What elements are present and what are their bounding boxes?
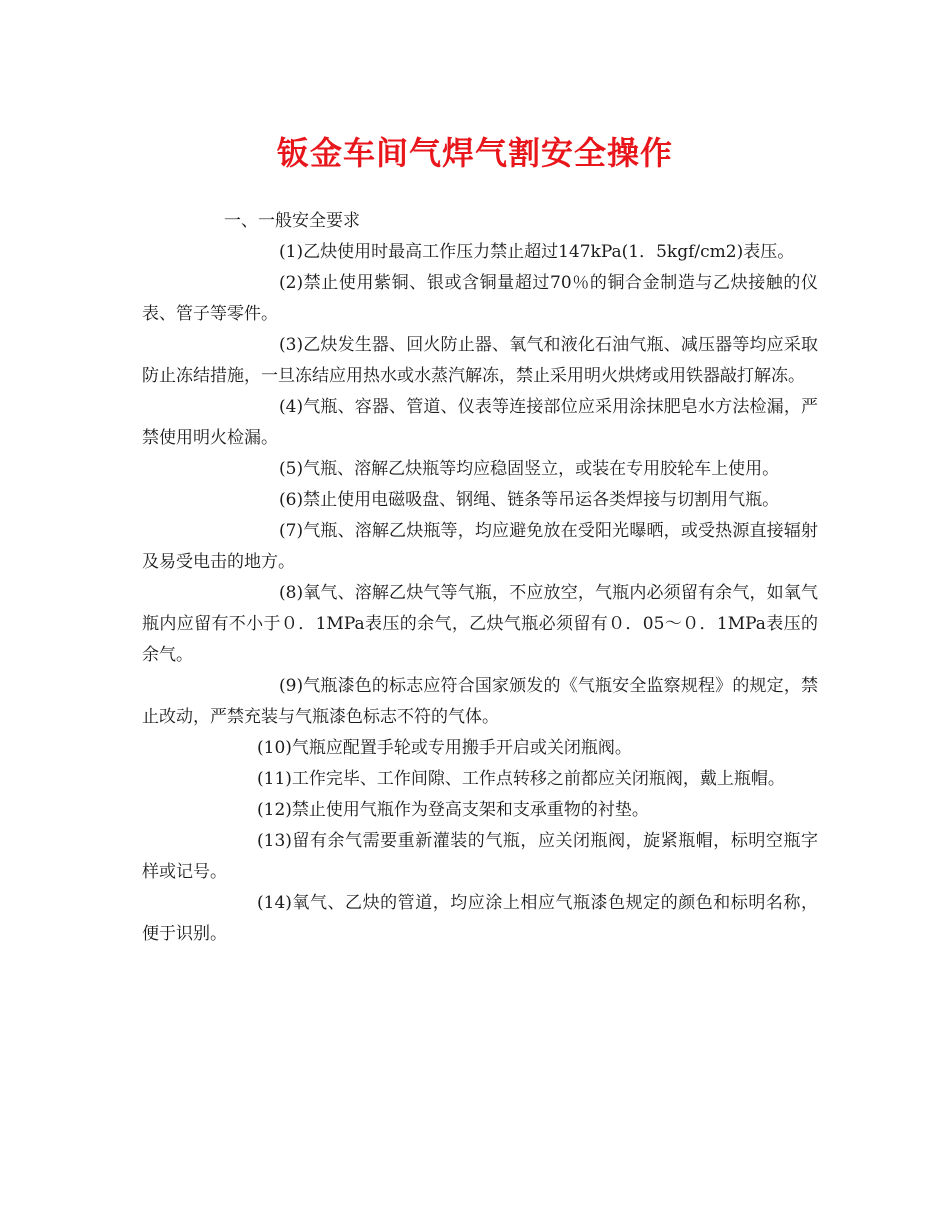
list-item: (3)乙炔发生器、回火防止器、氧气和液化石油气瓶、减压器等均应采取防止冻结措施，一旦冻结应用热水或水蒸汽解冻，禁止采用明火烘烤或用铁器敲打解冻。	[142, 335, 818, 386]
list-item: (10)气瓶应配置手轮或专用搬手开启或关闭瓶阀。	[257, 738, 632, 758]
list-item: (9)气瓶漆色的标志应符合国家颁发的《气瓶安全监察规程》的规定，禁止改动，严禁充装与气瓶漆色标志不符的气体。	[142, 676, 818, 727]
list-item: (4)气瓶、容器、管道、仪表等连接部位应采用涂抹肥皂水方法检漏，严禁使用明火检漏。	[142, 397, 818, 448]
section-heading: 一、一般安全要求	[224, 211, 360, 231]
list-item: (1)乙炔使用时最高工作压力禁止超过147kPa(1．5kgf/cm2)表压。	[279, 242, 795, 262]
list-item: (12)禁止使用气瓶作为登高支架和支承重物的衬垫。	[257, 800, 649, 820]
list-item: (2)禁止使用紫铜、银或含铜量超过70％的铜合金制造与乙炔接触的仪表、管子等零件。	[142, 273, 818, 324]
list-item: (11)工作完毕、工作间隙、工作点转移之前都应关闭瓶阀，戴上瓶帽。	[257, 769, 785, 789]
list-item: (13)留有余气需要重新灌装的气瓶，应关闭瓶阀，旋紧瓶帽，标明空瓶字样或记号。	[142, 831, 818, 882]
list-item: (7)气瓶、溶解乙炔瓶等，均应避免放在受阳光曝晒，或受热源直接辐射及易受电击的地方。	[142, 521, 818, 572]
document-body	[142, 206, 818, 950]
list-item: (8)氧气、溶解乙炔气等气瓶，不应放空，气瓶内必须留有余气，如氧气瓶内应留有不小于０．1MPa表压的余气，乙炔气瓶必须留有０．05～０．1MPa表压的余气。	[142, 583, 818, 665]
list-item: (6)禁止使用电磁吸盘、钢绳、链条等吊运各类焊接与切割用气瓶。	[279, 490, 780, 510]
list-item: (14)氧气、乙炔的管道，均应涂上相应气瓶漆色规定的颜色和标明名称，便于识别。	[142, 893, 818, 944]
list-item: (5)气瓶、溶解乙炔瓶等均应稳固竖立，或装在专用胶轮车上使用。	[279, 459, 780, 479]
page-title: 钣金车间气焊气割安全操作	[276, 134, 673, 172]
